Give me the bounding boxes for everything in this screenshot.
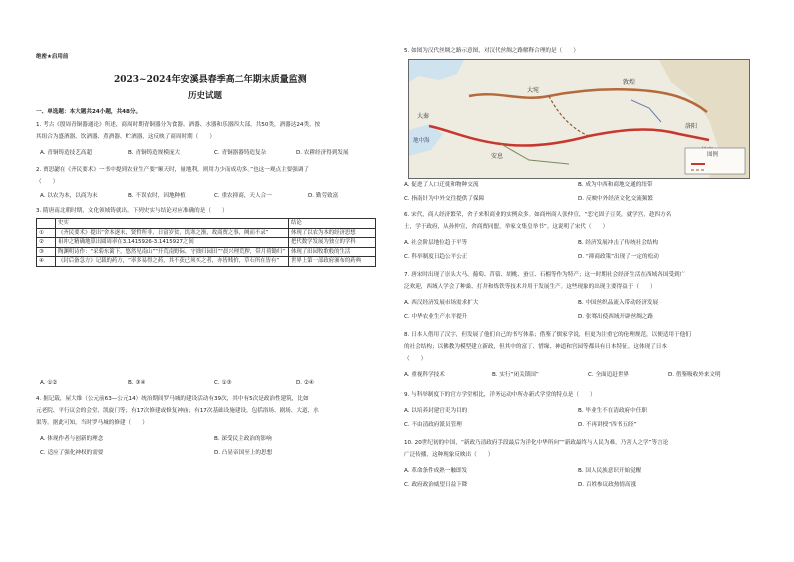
q7-line: 7. 唐宋时出现了崇头大马、葡萄、苜蓿、胡桃、蚕豆、石榴等作为特产；这一时期社会经济生活在西域各国受到广	[404, 272, 686, 278]
q4-option-c[interactable]: C. 适应了强化神权的需要	[40, 450, 104, 456]
q1-option-c[interactable]: C. 青铜器器铸造复杂	[214, 150, 267, 156]
q5-option-b[interactable]: B. 成为中西和商地交通的纽带	[578, 182, 653, 188]
table-cell: 《封后备急方》记载的药方，“率多易得之药，其不获已须买之者，亦皆贱价，草石所在皆有”	[56, 257, 289, 267]
q1-line: 其组合为盛酒器、饮酒器、煮酒器、贮酒器，这反映了商周时期（ ）	[36, 134, 216, 140]
q8-line: （ ）	[404, 356, 427, 362]
q10-line: 10. 20世纪初的中国，“新政乃清政府手段最后为洋化中华所向”“新政最终与人民为难，乃害人之学”等言论	[404, 440, 669, 446]
q4-option-d[interactable]: D. 凸显帝国至上的思想	[214, 450, 273, 456]
q2-option-c[interactable]: C. 重农抑商，天人合一	[214, 193, 272, 199]
table-header	[37, 219, 56, 229]
map-legend	[685, 148, 745, 174]
q5-option-c[interactable]: C. 指南针为中外交往提供了保障	[404, 196, 485, 202]
table-cell: ③	[37, 247, 56, 257]
table-cell: ④	[37, 257, 56, 267]
q4-line: 4. 据记载，屋大维（公元前63—公元14）统治期间罗马城的建设活动有39次，其中有5次是政治性建筑，比如	[36, 396, 309, 402]
q9-option-b[interactable]: B. 毕业生不在清政府中任职	[578, 408, 647, 414]
q7-option-a[interactable]: A. 西汉经济发展市场需求扩大	[404, 300, 479, 306]
map-label: 地中海	[413, 138, 430, 144]
q3-option-d[interactable]: D. ②④	[296, 380, 314, 386]
confidential-mark: 绝密★启用前	[36, 54, 69, 60]
table-row	[37, 238, 376, 248]
q4-line: 渠等。据此可知，当时罗马城的修建（ ）	[36, 420, 148, 426]
q1-option-b[interactable]: B. 青铜铸造规模庞大	[128, 150, 181, 156]
q6-option-b[interactable]: B. 经济发展冲击了传统社会结构	[578, 240, 659, 246]
q7-line: 泛欢迎，西域人学会了种桑、打井和炼铁等技术并用于发展生产。这些现象的出现主要得益于（ ）	[404, 284, 656, 290]
table-row	[37, 247, 376, 257]
q7-option-c[interactable]: C. 中华农业生产水平提升	[404, 314, 468, 320]
table-header: 史实	[56, 219, 289, 229]
table-cell: 祖冲之精确地算出圆周率在3.1415926-3.1415927之间	[56, 238, 289, 248]
table-header: 结论	[289, 219, 376, 229]
q6-line: 士，学于政府，从孙仲宣，舍商贾同盟，举家文集皇举书”。这说明了宋代（ ）	[404, 224, 609, 230]
map-legend-title: 图例	[707, 152, 719, 158]
q10-option-c[interactable]: C. 政府政治威望日益下降	[404, 482, 468, 488]
table-cell: 体现了以农为本的经济思想	[289, 228, 376, 238]
q4-option-a[interactable]: A. 体现作者与创新的理念	[40, 436, 104, 442]
q9-intro: 9. 与科举制度下的官方学堂相比，洋务运动中所办新式学堂的特点是（ ）	[404, 392, 596, 398]
q3-option-c[interactable]: C. ①③	[214, 380, 232, 386]
table-cell: ②	[37, 238, 56, 248]
q5-intro: 5. 如图为汉代丝绸之路示意图，对汉代丝绸之路解释合理的是（ ）	[404, 48, 579, 54]
silk-road-map	[408, 59, 750, 179]
map-label: 大秦	[417, 113, 430, 120]
table-header-row	[37, 219, 376, 229]
q6-option-c[interactable]: C. 科举制度日趋公平公正	[404, 254, 468, 260]
table-cell: ①	[37, 228, 56, 238]
q3-intro: 3. 隋唐南北朝时期，文化领域铸就出。下列史实与结论对应准确的是（ ）	[36, 208, 228, 214]
q3-table	[36, 218, 376, 267]
q9-option-c[interactable]: C. 不由清政府派员管理	[404, 422, 462, 428]
q9-option-d[interactable]: D. 不再讲授“四书五经”	[578, 422, 637, 428]
exam-title: 2023~2024年安溪县春季高二年期末质量监测	[114, 75, 307, 85]
q7-option-d[interactable]: D. 张骞出使西域开辟丝绸之路	[578, 314, 653, 320]
q1-line: 1. 考古《殷周青铜器通论》所述，商周时期青铜器分为食器、酒器、水器和乐器四大部，共50类，酒器达24类，按	[36, 122, 321, 128]
q5-option-d[interactable]: D. 反映中外经济文化交流频繁	[578, 196, 653, 202]
q4-line: 元老院、平行议会的会堂、凯旋门等；有17次修建或修复神庙；有17次基础设施建设，包括浴场、剧场、大道、水	[36, 408, 319, 414]
table-cell: 《齐民要术》提出“舍本逐末，贤哲所非，日富岁贫，饥寒之渐，故商贾之事，阙而不录”	[56, 228, 289, 238]
q3-option-a[interactable]: A. ①②	[40, 380, 58, 386]
table-cell: 把代数学发展为独立的学科	[289, 238, 376, 248]
q8-line: 8. 日本人借用了汉字，但发展了他们自己的书写体系；借鉴了儒家学说，但更为注重它的伦理规范，以便适用于他们	[404, 332, 691, 338]
table-row	[37, 257, 376, 267]
table-cell: 陶渊明诗作：“采菊东篱下，悠然见南山”“开荒南野际，守拙归园田”“晨兴理荒秽，带月荷锄归”	[56, 247, 289, 257]
q2-option-b[interactable]: B. 不误农时，因地种植	[128, 193, 186, 199]
q2-line: （ ）	[36, 179, 59, 185]
map-graphic	[409, 60, 749, 178]
q1-option-d[interactable]: D. 农耕经济得到发展	[296, 150, 349, 156]
q6-option-d[interactable]: D. “抑商政策”出现了一定的松动	[578, 254, 659, 260]
table-row	[37, 228, 376, 238]
map-label: 安息	[491, 153, 504, 160]
exam-subject: 历史试题	[188, 91, 223, 101]
q8-option-b[interactable]: B. 实行“闭关锁国”	[492, 372, 539, 378]
q2-option-a[interactable]: A. 以农为本，以商为末	[40, 193, 98, 199]
q10-option-b[interactable]: B. 国人民族意识开始觉醒	[578, 468, 642, 474]
table-cell: 体现了田园牧歌般的生活	[289, 247, 376, 257]
q7-option-b[interactable]: B. 中国丝织品流入带动经济发展	[578, 300, 659, 306]
q10-option-a[interactable]: A. 革命条件成熟一触即发	[404, 468, 468, 474]
q10-line: 广泛传播，这种现象反映出（ ）	[404, 452, 494, 458]
q3-option-b[interactable]: B. ③④	[128, 380, 146, 386]
q8-option-a[interactable]: A. 重视科学技术	[404, 372, 445, 378]
q6-line: 6. 宋代，商人经济繁荣，舍子来积商业的实例众多。如商州商人张仲宣，“恋宅固子豆荚，就学宫，趁四方名	[404, 212, 672, 218]
section-heading: 一、单选题：本大题共24小题，共48分。	[36, 109, 142, 115]
q8-option-d[interactable]: D. 借鉴吸收外来文明	[668, 372, 721, 378]
table-cell: 世界上第一部政府颁布的药典	[289, 257, 376, 267]
map-label: 大宛	[527, 87, 540, 94]
q2-option-d[interactable]: D. 勤劳致富	[308, 193, 339, 199]
q9-option-a[interactable]: A. 以培养封建官吏为目的	[404, 408, 468, 414]
q8-option-c[interactable]: C. 全面追赶世界	[588, 372, 630, 378]
q5-option-a[interactable]: A. 促进了人口迁徙和物种交流	[404, 182, 479, 188]
q10-option-d[interactable]: D. 百姓参议政热情高涨	[578, 482, 637, 488]
q1-option-a[interactable]: A. 青铜铸造技艺高超	[40, 150, 93, 156]
map-label: 敦煌	[623, 79, 636, 86]
q4-option-b[interactable]: B. 深受民主政治的影响	[214, 436, 272, 442]
q2-line: 2. 贾思勰在《齐民要术》一书中提到农业生产要“顺天时，量地利，则用力少而成功多。”也这一观点主要强调了	[36, 167, 310, 173]
q6-option-a[interactable]: A. 社会阶层地位趋于平等	[404, 240, 468, 246]
map-label: 洛阳	[685, 123, 698, 130]
q8-line: 的社会结构；以佛教为模型建立新政，但其中的富丁、惜缘、神道和宫园等都具有日本特征。这体现了日本	[404, 344, 667, 350]
